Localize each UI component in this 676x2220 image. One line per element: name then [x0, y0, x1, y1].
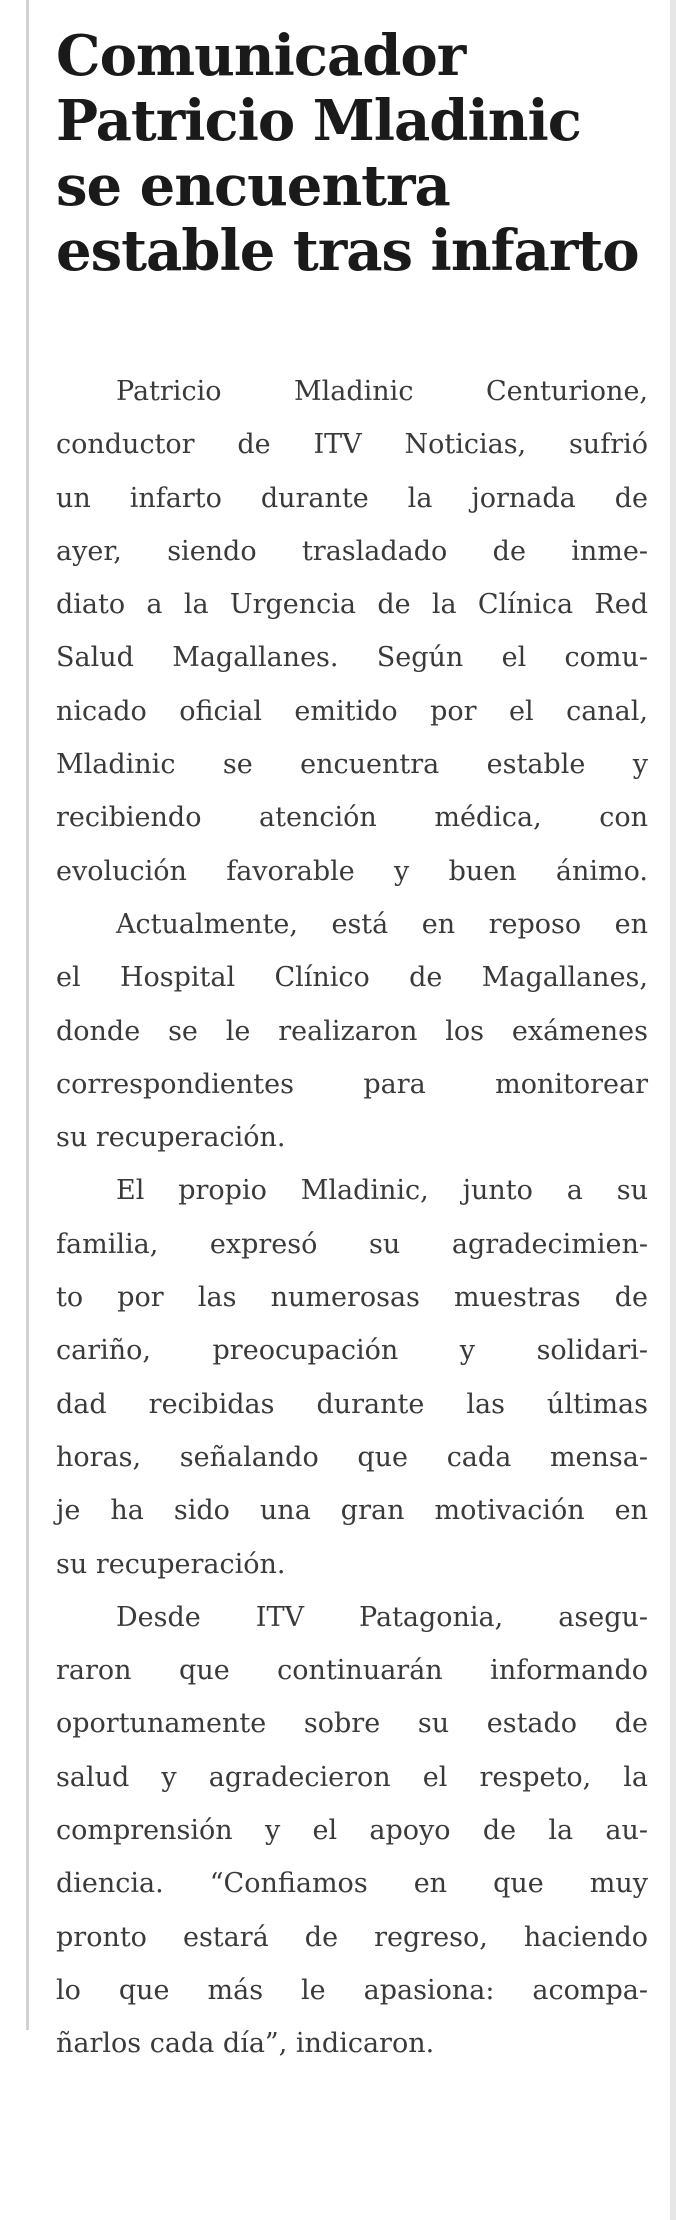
- text-line: El propio Mladinic, junto a su: [116, 1175, 648, 1207]
- text-line: diencia. “Confiamos en que muy: [56, 1868, 648, 1900]
- text-line: Mladinic se encuentra estable y: [56, 749, 648, 781]
- text-line: diato a la Urgencia de la Clínica Red: [56, 589, 648, 621]
- text-line: ñarlos cada día”, indicaron.: [56, 2028, 435, 2060]
- text-line: correspondientes para monitorear: [56, 1068, 648, 1100]
- text-line: pronto estará de regreso, haciendo: [56, 1921, 648, 1953]
- text-line: su recuperación.: [56, 1548, 286, 1580]
- article-headline: [56, 24, 656, 284]
- text-line: horas, señalando que cada mensa-: [56, 1441, 648, 1473]
- text-line: dad recibidas durante las últimas: [56, 1388, 648, 1420]
- text-line: nicado oficial emitido por el canal,: [56, 695, 648, 727]
- article-body: [56, 365, 648, 2071]
- text-line: Actualmente, está en reposo en: [116, 908, 648, 940]
- headline-line: Comunicador: [56, 23, 466, 89]
- text-line: je ha sido una gran motivación en: [56, 1495, 648, 1527]
- text-line: donde se le realizaron los exámenes: [56, 1015, 648, 1047]
- headline-line: estable tras infarto: [56, 218, 639, 284]
- page-edge: [670, 0, 676, 2220]
- text-line: cariño, preocupación y solidari-: [56, 1335, 648, 1367]
- article-paragraph: [56, 1164, 648, 1590]
- text-line: raron que continuarán informando: [56, 1655, 648, 1687]
- text-line: oportunamente sobre su estado de: [56, 1708, 648, 1740]
- text-line: evolución favorable y buen ánimo.: [56, 855, 648, 887]
- article-paragraph: [56, 365, 648, 898]
- text-line: ayer, siendo trasladado de inme-: [56, 535, 648, 567]
- article-paragraph: [56, 898, 648, 1164]
- headline-line: se encuentra: [56, 153, 450, 219]
- text-line: su recuperación.: [56, 1122, 286, 1154]
- text-line: Patricio Mladinic Centurione,: [116, 376, 648, 407]
- text-line: salud y agradecieron el respeto, la: [56, 1761, 648, 1793]
- text-line: conductor de ITV Noticias, sufrió: [56, 429, 648, 461]
- article-paragraph: [56, 1591, 648, 2071]
- text-line: familia, expresó su agradecimien-: [56, 1228, 648, 1260]
- text-line: recibiendo atención médica, con: [56, 802, 648, 834]
- text-line: Salud Magallanes. Según el comu-: [56, 642, 648, 674]
- text-line: to por las numerosas muestras de: [56, 1282, 648, 1314]
- column-divider: [26, 0, 29, 2030]
- text-line: Desde ITV Patagonia, asegu-: [116, 1601, 648, 1633]
- text-line: lo que más le apasiona: acompa-: [56, 1974, 648, 2006]
- headline-line: Patricio Mladinic: [56, 88, 581, 154]
- text-line: un infarto durante la jornada de: [56, 482, 648, 514]
- text-line: el Hospital Clínico de Magallanes,: [56, 962, 648, 994]
- text-line: comprensión y el apoyo de la au-: [56, 1815, 648, 1847]
